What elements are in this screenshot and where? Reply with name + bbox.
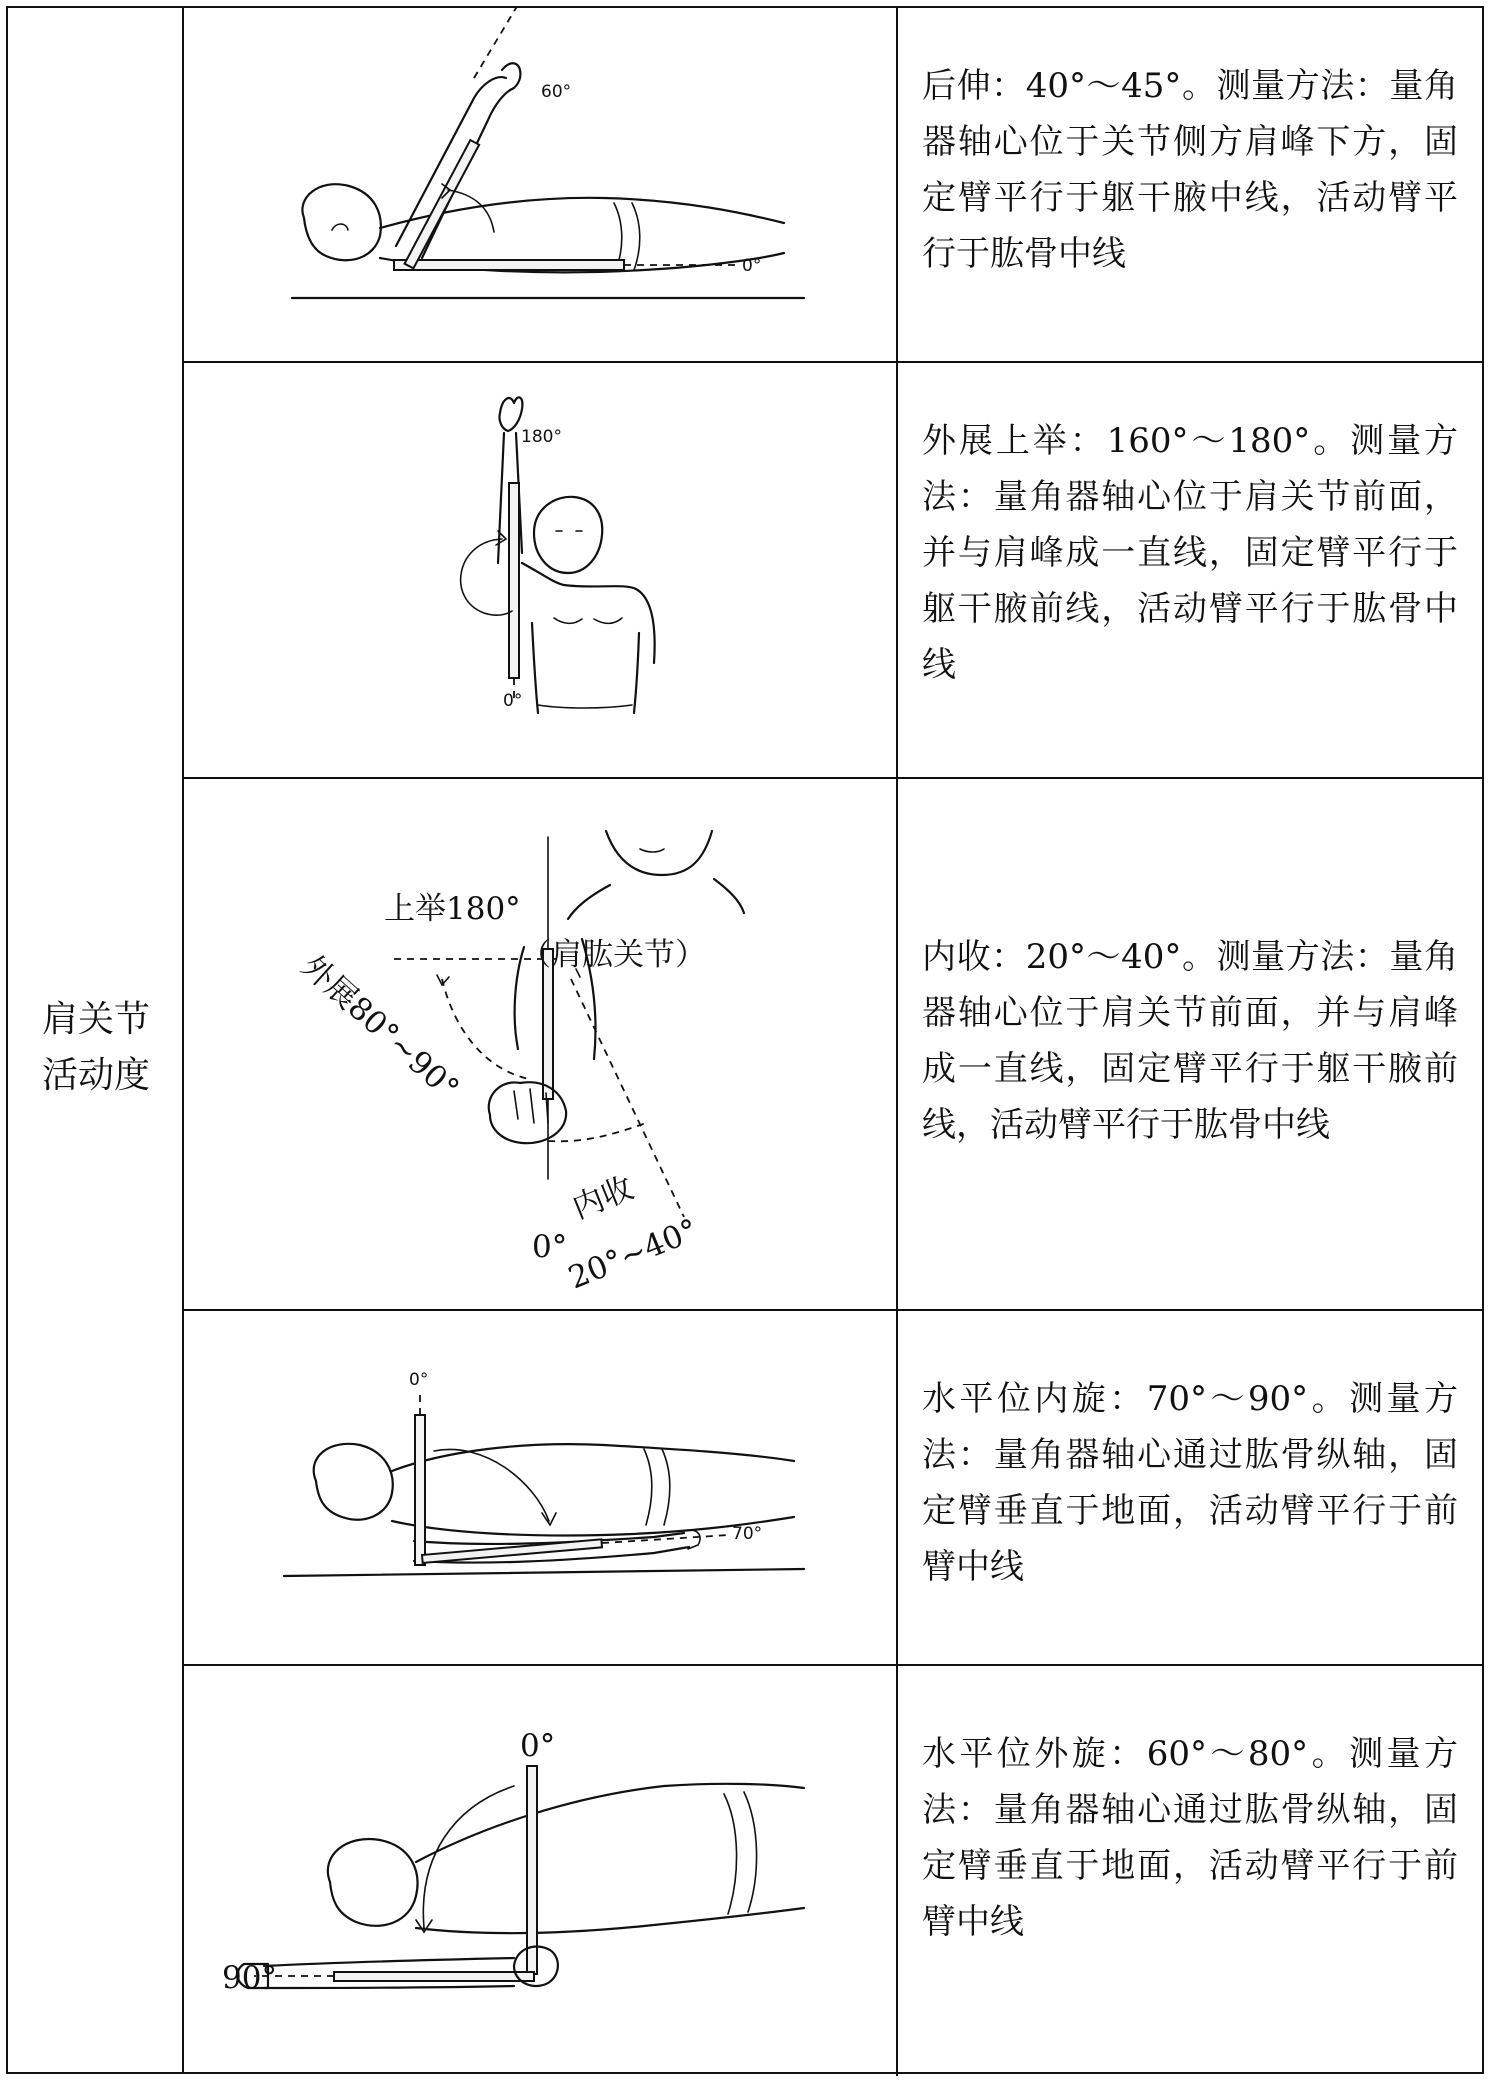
- description-extension: 后伸：40°～45°。测量方法：量角器轴心位于关节侧方肩峰下方，固定臂平行于躯干腋中线，活动臂平行于肱骨中线: [922, 66, 1458, 274]
- external-rotation-illustration: [184, 1666, 896, 2074]
- angle-label-90: 90°: [222, 1960, 277, 1996]
- label-glenohumeral-joint: （肩肱关节）: [520, 937, 706, 973]
- angle-label-0: 0°: [532, 1229, 568, 1265]
- description-internal-rotation: 水平位内旋：70°～90°。测量方法：量角器轴心通过肱骨纵轴，固定臂垂直于地面，活动臂平行于前臂中线: [922, 1379, 1458, 1587]
- joint-label-line-1: 肩关节: [41, 999, 150, 1040]
- figure-internal-rotation: [184, 1311, 898, 1664]
- figure-extension: [184, 8, 898, 361]
- table-row-internal-rotation: [184, 1311, 1482, 1666]
- figure-abduction: [184, 363, 898, 777]
- angle-label-60: 60°: [541, 82, 572, 102]
- joint-label-line-2: 活动度: [41, 1055, 150, 1096]
- angle-label-180: 180°: [521, 427, 562, 447]
- description-adduction: 内收：20°～40°。测量方法：量角器轴心位于肩关节前面，并与肩峰成一直线，固定臂平行于躯干腋前线，活动臂平行于肱骨中线: [922, 937, 1458, 1145]
- label-adduction: 内收: [567, 1169, 639, 1227]
- angle-label-70: 70°: [732, 1524, 763, 1544]
- table-row-adduction: [184, 779, 1482, 1311]
- joint-label: [8, 992, 184, 1104]
- abduction-illustration: [184, 363, 896, 777]
- label-elevation-180: 上举180°: [384, 891, 521, 927]
- angle-label-0: 0°: [742, 256, 762, 276]
- description-external-rotation: 水平位外旋：60°～80°。测量方法：量角器轴心通过肱骨纵轴，固定臂垂直于地面，活动臂平行于前臂中线: [922, 1734, 1458, 1942]
- range-of-motion-table: [6, 6, 1484, 2074]
- table-row-extension: [184, 8, 1482, 363]
- label-adduction-20-40: 20°~40°: [563, 1212, 703, 1297]
- angle-label-0: 0°: [520, 1728, 556, 1764]
- adduction-illustration: [184, 779, 896, 1309]
- table-row-external-rotation: [184, 1666, 1482, 2076]
- joint-column: [8, 8, 184, 2072]
- figure-external-rotation: [184, 1666, 898, 2076]
- figure-adduction: [184, 779, 898, 1309]
- description-abduction: 外展上举：160°～180°。测量方法：量角器轴心位于肩关节前面，并与肩峰成一直线，固定臂平行于躯干腋前线，活动臂平行于肱骨中线: [922, 421, 1458, 685]
- extension-illustration: [184, 8, 896, 361]
- table-row-abduction: [184, 363, 1482, 779]
- internal-rotation-illustration: [184, 1311, 896, 1664]
- angle-label-0: 0°: [503, 691, 523, 711]
- label-abduction-80-90: 外展80°~90°: [294, 948, 466, 1108]
- angle-label-0: 0°: [409, 1370, 429, 1390]
